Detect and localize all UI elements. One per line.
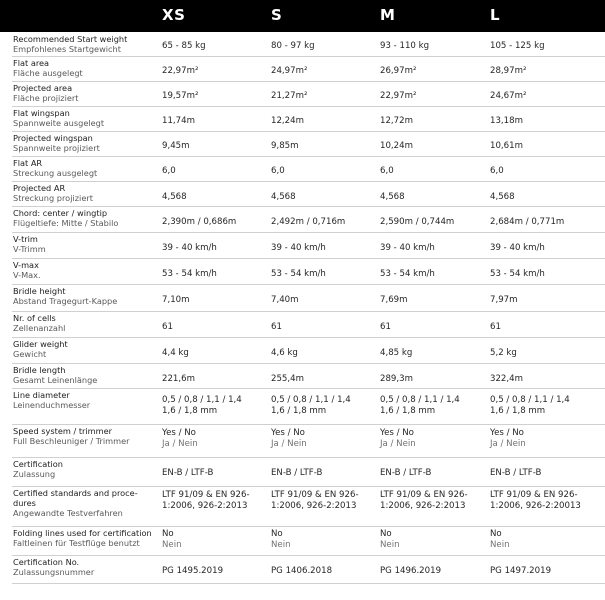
spec-value-text: 65 - 85 kg (162, 41, 206, 51)
spec-row-label (13, 34, 158, 54)
size-header-m: M (380, 6, 396, 24)
spec-value-m (380, 490, 468, 512)
spec-value-text: PG 1495.2019 (162, 566, 224, 576)
spec-label-de: Angewandte Testverfahren (13, 508, 123, 518)
spec-label-en: Projected AR (13, 183, 66, 193)
spec-label-en: V-max (13, 260, 39, 270)
spec-value-xs (162, 348, 189, 359)
spec-value-text: 61 (271, 322, 282, 332)
spec-value-s (271, 243, 326, 254)
spec-value-text: 10,61m (490, 141, 523, 151)
spec-value-text: 9,45m (162, 141, 190, 151)
size-header-l: L (490, 6, 501, 24)
spec-value-text: 61 (490, 322, 501, 332)
spec-value-text: 22,97m² (162, 66, 199, 76)
spec-row (0, 364, 605, 389)
spec-row (0, 259, 605, 285)
spec-label-en: Flat AR (13, 158, 43, 168)
spec-value-s (271, 322, 282, 333)
spec-value-l (490, 269, 545, 280)
spec-value-l (490, 374, 523, 385)
spec-value-s (271, 295, 299, 306)
spec-row (0, 132, 605, 157)
spec-label-en: Glider weight (13, 339, 68, 349)
spec-value-text: 4,85 kg (380, 348, 413, 358)
spec-value-l (490, 529, 510, 551)
spec-value-m (380, 141, 413, 152)
spec-value-text: 255,4m (271, 374, 304, 384)
spec-label-de: Zulassung (13, 469, 56, 479)
spec-value-text: Yes / No (490, 428, 524, 438)
spec-label-de: Streckung ausgelegt (13, 168, 98, 178)
spec-label-en: Projected area (13, 83, 73, 93)
spec-value-text: PG 1497.2019 (490, 566, 552, 576)
spec-label-en: Nr. of cells (13, 313, 56, 323)
spec-value-text: 4,568 (490, 192, 515, 202)
spec-row (0, 425, 605, 458)
spec-row-label (13, 83, 158, 103)
spec-label-de: Faltleinen für Testflüge benutzt (13, 538, 140, 548)
spec-value-s (271, 490, 359, 512)
spec-row-label (13, 208, 158, 228)
spec-value-text: 105 - 125 kg (490, 41, 545, 51)
spec-value-text: 6,0 (380, 166, 394, 176)
spec-value-xs (162, 529, 182, 551)
spec-value-text: 53 - 54 km/h (490, 269, 545, 279)
spec-value-xs (162, 468, 213, 479)
spec-value-text: 11,74m (162, 116, 195, 126)
spec-value-l (490, 243, 545, 254)
spec-value-l (490, 41, 545, 52)
spec-value-l (490, 141, 523, 152)
spec-value-s (271, 374, 304, 385)
spec-value-text: 5,2 kg (490, 348, 517, 358)
spec-value-xs (162, 428, 198, 450)
spec-value-m (380, 116, 413, 127)
spec-value-text: PG 1496.2019 (380, 566, 442, 576)
spec-value-text: 0,5 / 0,8 / 1,1 / 1,4 1,6 / 1,8 mm (490, 395, 570, 416)
spec-row-label (13, 459, 158, 479)
spec-value-m (380, 529, 400, 551)
spec-value-text: 12,72m (380, 116, 413, 126)
spec-value-s (271, 91, 307, 102)
spec-value-text: 4,568 (380, 192, 405, 202)
spec-value-l (490, 217, 564, 228)
spec-value-l (490, 566, 551, 577)
spec-row (0, 107, 605, 132)
spec-value-l (490, 116, 523, 127)
spec-row (0, 458, 605, 487)
spec-row (0, 527, 605, 556)
spec-value-m (380, 217, 454, 228)
size-header-s: S (271, 6, 283, 24)
spec-value-text: 19,57m² (162, 91, 199, 101)
spec-row-label (13, 557, 158, 577)
spec-row (0, 487, 605, 527)
spec-row (0, 57, 605, 82)
spec-value-m (380, 243, 435, 254)
spec-value-l (490, 66, 526, 77)
spec-label-de: Gesamt Leinenlänge (13, 375, 98, 385)
spec-value-s (271, 192, 296, 203)
spec-value-text: 6,0 (490, 166, 504, 176)
spec-value-text: 4,568 (162, 192, 187, 202)
spec-value-xs (162, 192, 187, 203)
spec-value-text: 2,590m / 0,744m (380, 217, 455, 227)
spec-value-m (380, 566, 441, 577)
spec-value-s (271, 41, 315, 52)
spec-value-text: 0,5 / 0,8 / 1,1 / 1,4 1,6 / 1,8 mm (162, 395, 242, 416)
spec-value-text: 13,18m (490, 116, 523, 126)
spec-label-en: Flat area (13, 58, 50, 68)
spec-row (0, 207, 605, 233)
spec-value-xs (162, 116, 195, 127)
spec-label-en: V-trim (13, 234, 38, 244)
spec-label-en: Chord: center / wingtip (13, 208, 108, 218)
spec-value-s (271, 66, 307, 77)
spec-value-text: 7,40m (271, 295, 299, 305)
spec-row (0, 312, 605, 338)
spec-value-text-de: Ja / Nein (271, 439, 307, 449)
spec-label-en: Certified standards and proce- dures (13, 488, 138, 508)
spec-value-text: 39 - 40 km/h (490, 243, 545, 253)
spec-value-m (380, 428, 416, 450)
spec-value-text: 7,69m (380, 295, 408, 305)
spec-row-label (13, 286, 158, 306)
spec-value-l (490, 91, 526, 102)
spec-row (0, 233, 605, 259)
spec-label-en: Speed system / trimmer (13, 426, 113, 436)
spec-value-text: 61 (162, 322, 173, 332)
spec-label-en: Certification No. (13, 557, 80, 567)
spec-value-text-de: Ja / Nein (380, 439, 416, 449)
spec-value-text: 24,97m² (271, 66, 308, 76)
spec-value-xs (162, 41, 206, 52)
spec-value-text: 61 (380, 322, 391, 332)
spec-row-label (13, 365, 158, 385)
spec-value-xs (162, 374, 195, 385)
spec-value-text: No (271, 529, 283, 539)
spec-value-text: 28,97m² (490, 66, 527, 76)
spec-value-l (490, 468, 541, 479)
spec-row-label (13, 260, 158, 280)
spec-row (0, 157, 605, 182)
spec-value-text-de: Nein (490, 540, 510, 550)
spec-value-text: 24,67m² (490, 91, 527, 101)
spec-row (0, 182, 605, 207)
spec-value-text: 21,27m² (271, 91, 308, 101)
spec-label-de: Gewicht (13, 349, 47, 359)
spec-label-de: Zellenanzahl (13, 323, 66, 333)
spec-label-de: V-Max. (13, 270, 41, 280)
spec-label-en: Flat wingspan (13, 108, 70, 118)
spec-row (0, 82, 605, 107)
spec-value-m (380, 322, 391, 333)
spec-row-label (13, 426, 158, 446)
spec-label-en: Folding lines used for certification (13, 528, 152, 538)
spec-value-m (380, 192, 405, 203)
spec-value-text: 2,492m / 0,716m (271, 217, 346, 227)
spec-value-s (271, 217, 345, 228)
size-header-xs: XS (162, 6, 186, 24)
spec-value-text: 53 - 54 km/h (162, 269, 217, 279)
spec-value-text: 53 - 54 km/h (380, 269, 435, 279)
spec-value-text: 6,0 (271, 166, 285, 176)
spec-value-s (271, 566, 332, 577)
spec-label-de: Flügeltiefe: Mitte / Stabilo (13, 218, 119, 228)
spec-value-text: EN-B / LTF-B (271, 468, 323, 478)
spec-value-text: 39 - 40 km/h (271, 243, 326, 253)
spec-value-text: PG 1406.2018 (271, 566, 333, 576)
spec-label-de: Abstand Tragegurt-Kappe (13, 296, 118, 306)
spec-value-xs (162, 566, 223, 577)
spec-row-label (13, 158, 158, 178)
spec-value-text: 6,0 (162, 166, 176, 176)
row-divider (12, 583, 605, 584)
spec-value-text: LTF 91/09 & EN 926- 1:2006, 926-2:2013 (162, 490, 250, 511)
spec-value-s (271, 428, 307, 450)
spec-value-s (271, 116, 304, 127)
spec-row-label (13, 108, 158, 128)
spec-value-m (380, 374, 413, 385)
spec-value-s (271, 141, 299, 152)
spec-label-en: Bridle height (13, 286, 66, 296)
spec-value-xs (162, 217, 236, 228)
spec-value-s (271, 269, 326, 280)
spec-value-text-de: Nein (162, 540, 182, 550)
spec-row-label (13, 234, 158, 254)
spec-value-text: 322,4m (490, 374, 523, 384)
spec-value-text: No (162, 529, 174, 539)
spec-value-text: 0,5 / 0,8 / 1,1 / 1,4 1,6 / 1,8 mm (271, 395, 351, 416)
spec-value-text: 289,3m (380, 374, 413, 384)
spec-value-xs (162, 395, 242, 417)
spec-value-text: 39 - 40 km/h (380, 243, 435, 253)
spec-row-label (13, 488, 158, 518)
spec-value-text: LTF 91/09 & EN 926- 1:2006, 926-2:2013 (271, 490, 359, 511)
spec-value-text: 2,390m / 0,686m (162, 217, 237, 227)
spec-value-m (380, 91, 416, 102)
spec-value-text-de: Nein (271, 540, 291, 550)
spec-value-text: 2,684m / 0,771m (490, 217, 565, 227)
spec-value-text: 10,24m (380, 141, 413, 151)
spec-value-text-de: Nein (380, 540, 400, 550)
spec-value-m (380, 348, 412, 359)
spec-value-text: EN-B / LTF-B (380, 468, 432, 478)
spec-value-m (380, 295, 408, 306)
spec-value-text: EN-B / LTF-B (162, 468, 214, 478)
spec-row (0, 33, 605, 57)
spec-label-de: Fläche projiziert (13, 93, 79, 103)
spec-value-text: 0,5 / 0,8 / 1,1 / 1,4 1,6 / 1,8 mm (380, 395, 460, 416)
spec-value-m (380, 395, 460, 417)
spec-value-s (271, 468, 322, 479)
spec-value-xs (162, 66, 198, 77)
spec-value-text: Yes / No (162, 428, 196, 438)
spec-value-text: No (380, 529, 392, 539)
spec-value-m (380, 468, 431, 479)
spec-label-de: Empfohlenes Startgewicht (13, 44, 121, 54)
spec-label-en: Certification (13, 459, 63, 469)
spec-value-text: 4,6 kg (271, 348, 298, 358)
spec-row-label (13, 133, 158, 153)
spec-row (0, 338, 605, 364)
spec-label-de: Spannweite ausgelegt (13, 118, 105, 128)
spec-label-de: Leinenduchmesser (13, 400, 91, 410)
spec-row-label (13, 339, 158, 359)
spec-value-s (271, 166, 285, 177)
spec-label-en: Projected wingspan (13, 133, 93, 143)
spec-value-m (380, 269, 435, 280)
spec-label-en: Bridle length (13, 365, 66, 375)
spec-label-de: Full Beschleuniger / Trimmer (13, 436, 130, 446)
spec-value-text: 22,97m² (380, 91, 417, 101)
spec-value-text: 53 - 54 km/h (271, 269, 326, 279)
spec-value-text: 221,6m (162, 374, 195, 384)
spec-value-text: 93 - 110 kg (380, 41, 430, 51)
spec-value-text: 12,24m (271, 116, 304, 126)
spec-value-m (380, 41, 429, 52)
spec-row-label (13, 390, 158, 410)
spec-value-xs (162, 243, 217, 254)
spec-label-de: Spannweite projiziert (13, 143, 100, 153)
spec-row (0, 389, 605, 425)
spec-value-text: 80 - 97 kg (271, 41, 315, 51)
spec-value-l (490, 322, 501, 333)
spec-value-text: 26,97m² (380, 66, 417, 76)
spec-label-en: Recommended Start weight (13, 34, 128, 44)
spec-value-xs (162, 166, 176, 177)
spec-value-l (490, 395, 570, 417)
spec-value-text: Yes / No (271, 428, 305, 438)
spec-value-text: 7,97m (490, 295, 518, 305)
spec-value-s (271, 529, 291, 551)
spec-label-de: Streckung projiziert (13, 193, 93, 203)
spec-value-l (490, 166, 504, 177)
spec-row-label (13, 183, 158, 203)
spec-value-l (490, 348, 517, 359)
spec-value-m (380, 66, 416, 77)
spec-value-text: LTF 91/09 & EN 926- 1:2006, 926-2:20013 (490, 490, 581, 511)
spec-value-xs (162, 295, 190, 306)
spec-row-label (13, 313, 158, 333)
spec-label-de: Fläche ausgelegt (13, 68, 83, 78)
spec-value-text: LTF 91/09 & EN 926- 1:2006, 926-2:2013 (380, 490, 468, 511)
spec-value-xs (162, 91, 198, 102)
spec-value-m (380, 166, 394, 177)
spec-value-text: 4,568 (271, 192, 296, 202)
spec-row-label (13, 58, 158, 78)
spec-value-text: 4,4 kg (162, 348, 189, 358)
spec-value-xs (162, 269, 217, 280)
spec-row (0, 556, 605, 584)
spec-value-s (271, 395, 351, 417)
spec-value-l (490, 295, 518, 306)
spec-value-text: 39 - 40 km/h (162, 243, 217, 253)
spec-label-en: Line diameter (13, 390, 70, 400)
spec-value-l (490, 490, 581, 512)
spec-value-text-de: Ja / Nein (162, 439, 198, 449)
spec-value-text: No (490, 529, 502, 539)
spec-value-xs (162, 322, 173, 333)
spec-row-label (13, 528, 158, 548)
spec-value-text: 7,10m (162, 295, 190, 305)
spec-value-text: Yes / No (380, 428, 414, 438)
spec-row (0, 285, 605, 312)
spec-value-s (271, 348, 298, 359)
spec-value-l (490, 428, 526, 450)
spec-label-de: Zulassungsnummer (13, 567, 95, 577)
spec-value-xs (162, 490, 250, 512)
spec-value-l (490, 192, 515, 203)
spec-value-xs (162, 141, 190, 152)
size-header-bar (0, 0, 605, 32)
spec-value-text-de: Ja / Nein (490, 439, 526, 449)
spec-value-text: 9,85m (271, 141, 299, 151)
spec-value-text: EN-B / LTF-B (490, 468, 542, 478)
spec-label-de: V-Trimm (13, 244, 46, 254)
